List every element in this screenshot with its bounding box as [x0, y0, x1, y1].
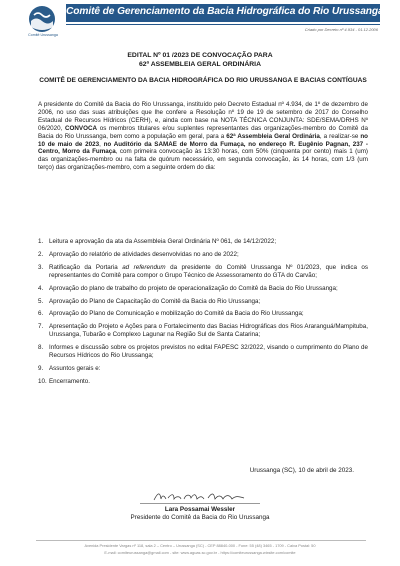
agenda-text: Aprovação do relatório de atividades desenvolvidas no ano de 2022;: [49, 250, 239, 258]
edital-title: EDITAL Nº 01 /2023 DE CONVOCAÇÃO PARA: [127, 52, 273, 59]
agenda-number: 9.: [38, 364, 44, 372]
agenda-item: [38, 365, 368, 373]
assembly-title: 62ª ASSEMBLEIA GERAL ORDINÁRIA: [139, 61, 261, 68]
footer-contacts: E-mail: comiteurussanga@gmail.com - site: www.aguas.sc.gov.br - https://comiteurussanga.wixsite.com/comite: [104, 550, 296, 555]
header-divider: [66, 24, 380, 25]
signer-role: Presidente do Comitê da Bacia do Rio Urussanga: [130, 514, 270, 521]
intro-assembly-name: 62ª Assembleia Geral Ordinária: [226, 132, 320, 140]
place-and-date: Urussanga (SC), 10 de abril de 2023.: [249, 467, 354, 474]
agenda-item: [38, 310, 368, 318]
letterhead: [0, 0, 400, 44]
agenda-number: 5.: [38, 297, 44, 305]
committee-heading: COMITÊ DE GERENCIAMENTO DA BACIA HIDROGRÁFICA DO RIO URUSSANGA E BACIAS CONTÍGUAS: [39, 77, 367, 84]
agenda-number: 1.: [38, 238, 44, 245]
agenda-item: [38, 251, 368, 259]
agenda-item: [38, 298, 368, 306]
agenda-item: [38, 323, 368, 339]
agenda-number: 3.: [38, 263, 44, 271]
agenda-text: Aprovação do Plano de Comunicação e mobilização do Comitê da Bacia do Rio Urussanga;: [49, 310, 304, 318]
agenda-number: 6.: [38, 310, 44, 318]
signer-name: Lara Possamai Wessler: [164, 506, 236, 513]
agenda-list: [38, 238, 368, 391]
title-banner: [66, 4, 384, 22]
intro-paragraph: [38, 101, 368, 172]
letterhead-title: Comitê de Gerenciamento da Bacia Hidrográfica do Rio Urussanga: [66, 6, 384, 17]
agenda-text: Leitura e aprovação da ata da Assembleia Geral Ordinária Nº 061, de 14/12/2022;: [49, 238, 277, 245]
agenda-text: Ratificação da Portaria: [49, 263, 123, 271]
agenda-number: 2.: [38, 250, 44, 258]
footer-divider: [36, 540, 366, 541]
intro-text: A presidente do Comitê da Bacia do Rio Urussanga, instituído pelo Decreto Estadual nº 4.934, de 1º de dezembro de 2006, no uso das suas atribuições que lhe confere a Resolução nº 19 de 19 de setembro de 2017 do Conselho Estadual de Recursos Hídricos (CERH), e, ainda com base na NOTA TÉCNICA CONJUNTA: SDE/SEMA/DRHS Nº 06/2020,: [38, 101, 368, 132]
intro-convoca: CONVOCA: [65, 124, 97, 132]
agenda-emphasis: ad referendum: [122, 263, 166, 271]
agenda-text: Aprovação do plano de trabalho do projeto de operacionalização do Comitê da Bacia do Rio Urussanga;: [49, 284, 338, 292]
intro-date: no 10 de maio de 2023: [38, 132, 368, 148]
footer-address: Avenida Presidente Vargas nº 118, sala 2 – Centro – Urussanga (SC) - CEP 88840-000 - Fone: 55 (48) 3465 - 1709 - Caixa Postal: 50: [84, 543, 316, 548]
logo-caption: Comitê Urussanga: [28, 33, 58, 37]
intro-text: os membros titulares e/ou suplentes representantes das organizações-membro do Comitê da Bacia do Rio Urussanga, bem como a população em geral, para a: [38, 124, 368, 140]
creation-decree: Criado por Decreto nº 4.934 - 01.12.2006: [304, 27, 378, 32]
agenda-text: Assuntos gerais e:: [49, 364, 101, 372]
intro-text: , a realizar-se: [319, 132, 361, 140]
intro-venue: no Auditório da SAMAE de Morro da Fumaça, no endereço R. Eugênio Pagnan, 237 - Centro, Morro da Fumaça: [38, 140, 368, 156]
agenda-item: [38, 344, 368, 360]
handwritten-signature-icon: [150, 490, 250, 504]
agenda-number: 4.: [38, 284, 44, 292]
agenda-number: 7.: [38, 323, 44, 331]
agenda-text: Encerramento.: [49, 377, 90, 385]
agenda-text: Apresentação do Projeto e Ações para o Fortalecimento das Bacias Hidrográficas dos Rios Araranguá/Mampituba, Urussanga, Tubarão e Complexo Lagunar na Região Sul de Santa Catarina;: [49, 323, 368, 339]
agenda-number: 10.: [38, 377, 47, 385]
agenda-text: Informes e discussão sobre os projetos previstos no edital FAPESC 32/2022, visando o cumprimento do Plano de Recursos Hídricos do Rio Urussanga;: [49, 344, 368, 360]
agenda-item: [38, 285, 368, 293]
agenda-text: Aprovação do Plano de Capacitação do Comitê da Bacia do Rio Urussanga;: [49, 297, 261, 305]
agenda-item: [38, 378, 368, 386]
signature-line: [140, 503, 260, 504]
agenda-text: da presidente do Comitê Urussanga Nº 01/2023, que indica os representantes do Comitê para compor o Grupo Técnico de Assessoramento do GTA do Carvão;: [49, 263, 369, 279]
committee-logo-icon: [28, 5, 56, 33]
agenda-number: 8.: [38, 344, 44, 352]
intro-text: , com primeira convocação às 13:30 horas, com 50% (cinquenta por cento) mais 1 (um) das organizações-membro ou na falta de quórum necessário, em segunda convocação, às 14 horas, com 1/3 (um terço) das organizações-membro, com a seguinte ordem do dia:: [38, 148, 368, 172]
intro-text: ,: [99, 140, 104, 148]
agenda-item: [38, 238, 368, 246]
agenda-item: [38, 264, 368, 280]
